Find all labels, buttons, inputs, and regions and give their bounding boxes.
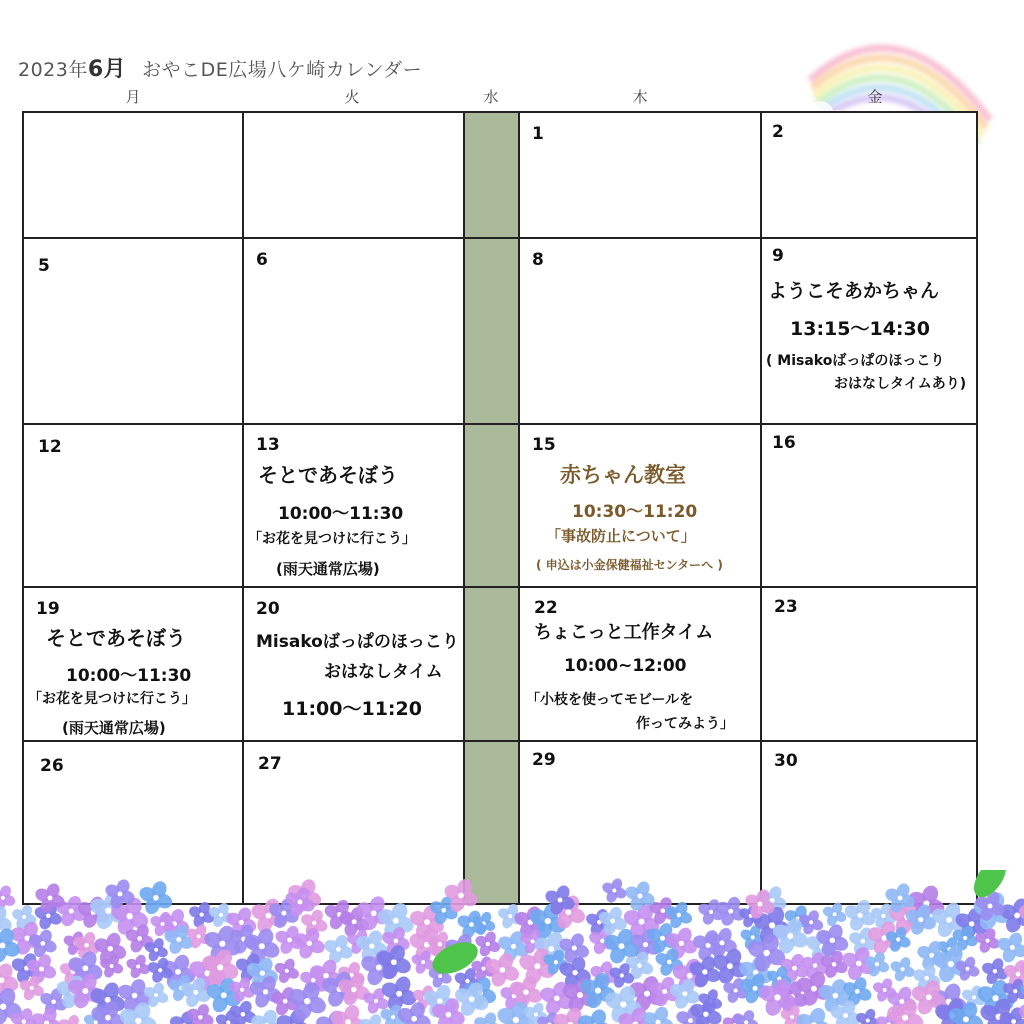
date-1: 1 [532,124,544,144]
calendar-name: おやこDE広場八ケ崎カレンダー [142,59,423,81]
date-5: 5 [38,256,50,276]
weekday-thu: 木 [632,88,648,106]
grid-line [463,111,465,905]
flower-icon [57,1013,85,1024]
event-note: 「お花を見つけに行こう」 [28,691,196,707]
event-time: 10:00～11:30 [66,666,192,686]
event-note: 「事故防止について」 [546,527,696,545]
date-19: 19 [36,599,60,619]
date-30: 30 [774,751,798,771]
event-note: 作ってみよう」 [636,716,734,732]
calendar-title [18,52,422,83]
date-15: 15 [532,435,556,455]
event-title: そとであそぼう [46,626,186,650]
grid-line [22,237,978,239]
event-note: 「お花を見つけに行こう」 [248,531,416,547]
hydrangea-flowers-decoration [0,870,1024,1024]
event-note: (雨天通常広場) [276,560,380,578]
event-title: おはなしタイム [324,662,443,682]
date-26: 26 [40,756,64,776]
month-label: 6月 [87,57,127,82]
grid-line [22,423,978,425]
year-label: 2023年 [18,59,88,81]
event-time: 10:00～11:30 [278,504,404,524]
weekday-mon: 月 [125,88,141,106]
flower-icon [125,953,152,980]
weekday-fri: 金 [867,88,883,106]
event-title: そとであそぼう [258,463,398,487]
event-title: 赤ちゃん教室 [560,463,686,487]
grid-line [518,111,520,905]
event-time: 11:00～11:20 [282,698,422,720]
weekday-wed: 水 [483,88,499,106]
grid-line [760,111,762,905]
event-title: ようこそあかちゃん [768,280,940,302]
wednesday-column [465,113,518,903]
flower-icon [273,957,301,985]
flower-icon [821,901,848,928]
date-22: 22 [534,598,558,618]
grid-line [242,111,244,905]
flower-icon [474,930,502,958]
event-title: ちょこっと工作タイム [534,622,714,643]
date-12: 12 [38,437,62,457]
grid-line [22,586,978,588]
event-time: 10:00~12:00 [564,656,687,676]
weekday-tue: 火 [344,88,360,106]
date-27: 27 [258,754,282,774]
event-time: 10:30～11:20 [572,502,698,522]
date-20: 20 [256,599,280,619]
date-2: 2 [772,122,784,142]
event-note: (雨天通常広場) [62,719,166,737]
event-time: 13:15～14:30 [790,318,930,340]
date-9: 9 [772,246,784,266]
date-13: 13 [256,435,280,455]
date-29: 29 [532,750,556,770]
date-6: 6 [256,250,268,270]
event-note: 「小枝を使ってモビールを [526,692,694,708]
date-8: 8 [532,250,544,270]
event-note: ( 申込は小金保健福祉センターへ ) [536,558,723,572]
flower-icon [732,1008,760,1024]
event-note: おはなしタイムあり) [834,376,967,392]
flower-icon [889,955,916,982]
event-note: ( Misakoばっぱのほっこり [766,353,945,369]
date-23: 23 [774,597,798,617]
flower-icon [456,909,488,941]
date-16: 16 [772,433,796,453]
grid-line [22,740,978,742]
flower-icon [601,877,629,905]
flower-icon [137,879,174,916]
event-title: Misakoばっぱのほっこり [256,632,459,652]
